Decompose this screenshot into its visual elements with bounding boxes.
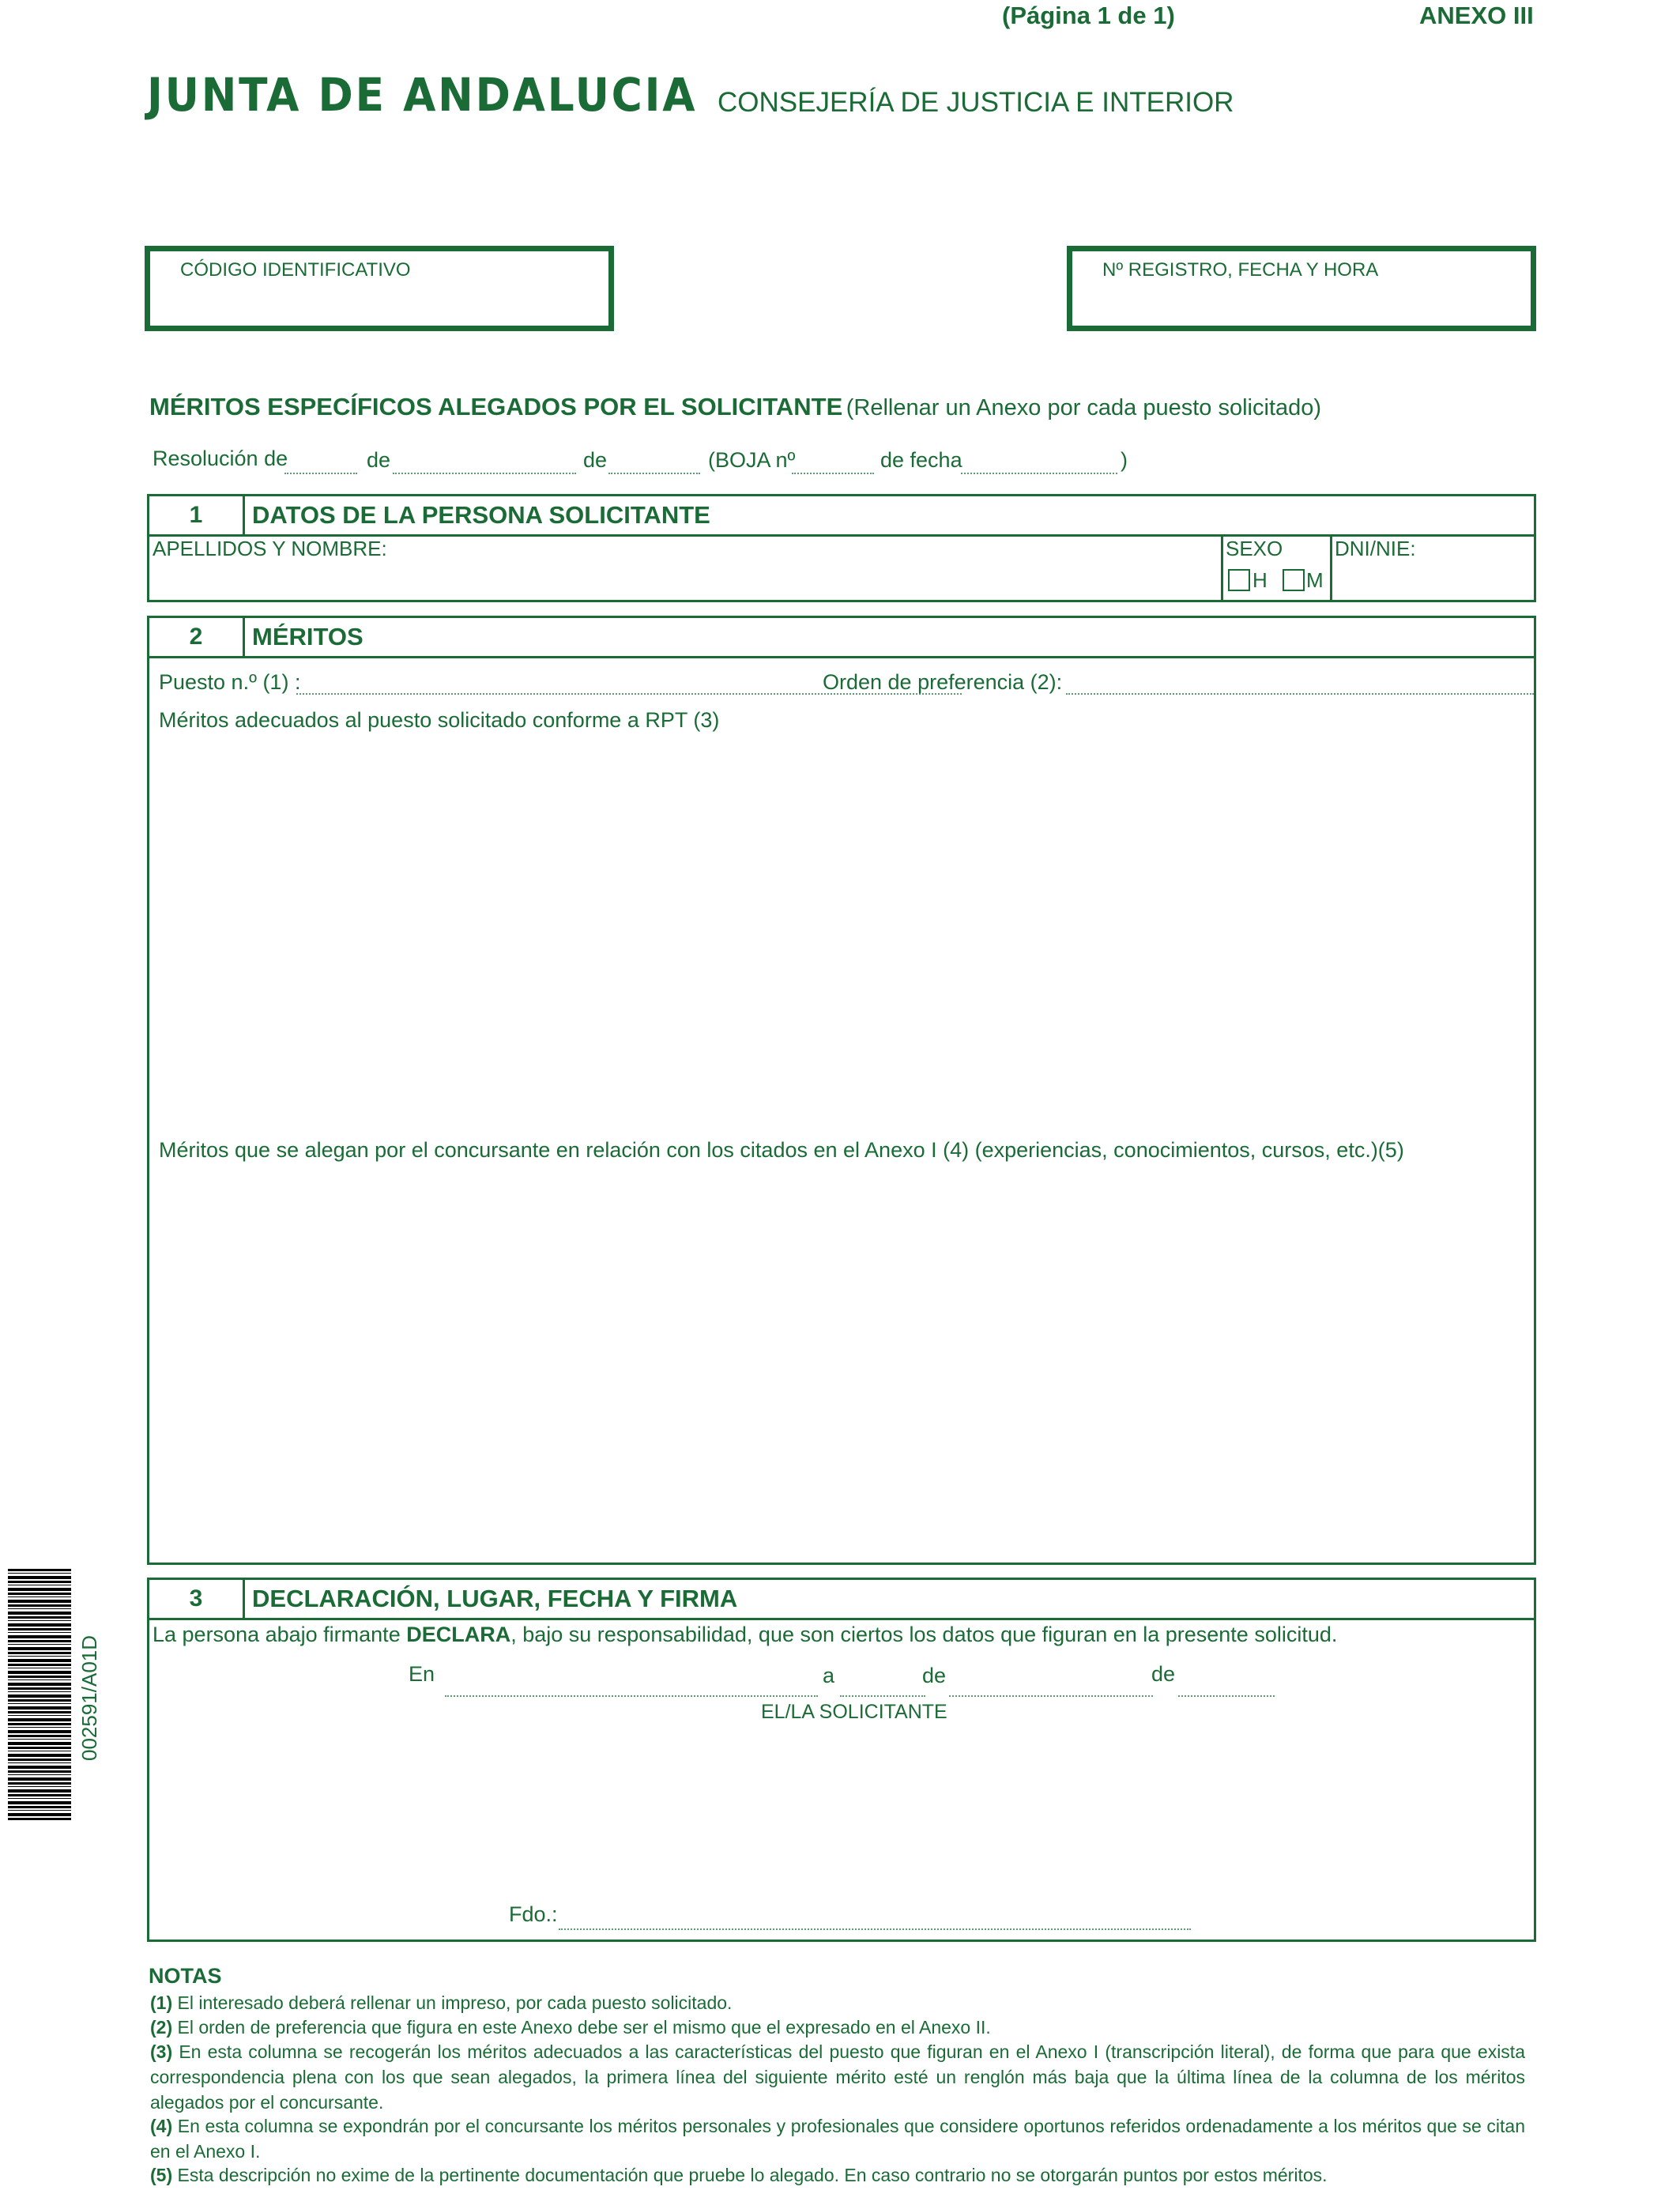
section-2-title: MÉRITOS [252, 623, 363, 650]
note-5-number: (5) [150, 2165, 173, 2185]
puesto-label: Puesto n.º (1) : [159, 670, 301, 694]
note-4-text: En esta columna se expondrán por el concursante los méritos personales y profesionales que considere oportunos referidos ordenadamente a los méritos que se citan en el Anexo I. [150, 2116, 1525, 2162]
note-2-number: (2) [150, 2017, 173, 2038]
barcode [8, 1569, 71, 1822]
junta-andalucia-logo: JUNTA DE ANDALUCIA [147, 68, 698, 122]
meritos-alegan-label: Méritos que se alegan por el concursante en relación con los citados en el Anexo I (4) (experiencias, conocimientos, cursos, etc.)(5) [159, 1138, 1404, 1162]
registry-box [1067, 246, 1536, 331]
note-2 [150, 2015, 1525, 2040]
resolution-field[interactable] [284, 473, 357, 474]
section-2-header [149, 618, 1534, 658]
resolution-label: Resolución de [153, 447, 288, 470]
de-label-1: de [922, 1664, 947, 1687]
meritos-alegan-area[interactable] [159, 1171, 1526, 1551]
boja-number-field[interactable] [792, 473, 874, 474]
note-5-text: Esta descripción no exime de la pertinente documentación que pruebe lo alegado. En caso contrario no se otorgarán puntos por estos méritos. [172, 2165, 1328, 2185]
en-label: En [409, 1662, 435, 1686]
sex-m-checkbox[interactable] [1283, 569, 1305, 591]
declaration-pre: La persona abajo firmante [153, 1623, 407, 1646]
section-3-number: 3 [149, 1580, 245, 1618]
divider [1330, 534, 1332, 602]
resolution-de-2: de [583, 448, 608, 472]
note-1-number: (1) [150, 1992, 173, 2013]
solicitante-label: EL/LA SOLICITANTE [761, 1701, 947, 1723]
notes-heading: NOTAS [149, 1964, 222, 1988]
page-indicator: (Página 1 de 1) [1002, 2, 1175, 29]
fecha-label: de fecha [880, 448, 962, 472]
note-3-number: (3) [150, 2041, 173, 2062]
name-label: APELLIDOS Y NOMBRE: [153, 537, 387, 560]
code-box [145, 246, 614, 331]
resolution-month-field[interactable] [608, 473, 700, 474]
month-field[interactable] [949, 1695, 1153, 1697]
meritos-rpt-area[interactable] [159, 737, 1526, 1116]
annex-label: ANEXO III [1419, 2, 1534, 29]
fecha-field[interactable] [961, 473, 1117, 474]
fdo-label: Fdo.: [509, 1902, 558, 1926]
note-4 [150, 2113, 1525, 2164]
resolution-day-field[interactable] [393, 473, 576, 474]
day-field[interactable] [840, 1695, 925, 1697]
section-applicant [147, 494, 1536, 602]
dni-label: DNI/NIE: [1335, 537, 1416, 560]
section-3-title: DECLARACIÓN, LUGAR, FECHA Y FIRMA [252, 1585, 738, 1612]
section-1-title: DATOS DE LA PERSONA SOLICITANTE [252, 501, 710, 529]
a-label: a [823, 1664, 835, 1687]
section-2-number: 2 [149, 618, 245, 656]
code-label: CÓDIGO IDENTIFICATIVO [180, 259, 411, 281]
signature-field[interactable] [559, 1928, 1191, 1930]
note-3 [150, 2039, 1525, 2115]
note-3-text: En esta columna se recogerán los méritos adecuados a las características del puesto que figuran en el Anexo I (transcripción literal), de forma que para que exista correspondencia plena con los que sean alegados, la primera línea del siguiente mérito esté un renglón más baja que la última línea de la columna de los méritos alegados por el concursante. [150, 2041, 1525, 2113]
boja-label: (BOJA nº [708, 448, 796, 472]
resolution-close: ) [1121, 448, 1128, 472]
form-title-sub: (Rellenar un Anexo por cada puesto solicitado) [846, 395, 1322, 420]
section-3-header [149, 1580, 1534, 1620]
side-code: 002591/A01D [77, 1634, 101, 1761]
note-5 [150, 2162, 1525, 2188]
note-1-text: El interesado deberá rellenar un impreso, por cada puesto solicitado. [172, 1992, 733, 2013]
registry-label: Nº REGISTRO, FECHA Y HORA [1102, 259, 1379, 281]
declaration-bold: DECLARA [406, 1623, 511, 1646]
meritos-rpt-label: Méritos adecuados al puesto solicitado conforme a RPT (3) [159, 708, 720, 732]
resolution-de-1: de [367, 448, 391, 472]
form-title [149, 393, 1321, 421]
sex-m-label: M [1306, 568, 1324, 592]
section-declaration [147, 1578, 1536, 1942]
sex-h-label: H [1252, 568, 1268, 592]
declaration-text [153, 1623, 1337, 1647]
place-field[interactable] [445, 1695, 818, 1697]
orden-label: Orden de preferencia (2): [823, 670, 1063, 694]
note-4-number: (4) [150, 2116, 173, 2136]
de-label-2: de [1151, 1662, 1176, 1686]
sex-h-checkbox[interactable] [1228, 569, 1250, 591]
department-name: CONSEJERÍA DE JUSTICIA E INTERIOR [718, 87, 1234, 118]
divider [1221, 534, 1223, 602]
orden-field[interactable] [1066, 693, 1534, 695]
year-field[interactable] [1178, 1695, 1275, 1697]
declaration-post: , bajo su responsabilidad, que son ciertos los datos que figuran en la presente solicitud. [510, 1623, 1338, 1646]
section-1-header [149, 496, 1534, 537]
section-1-number: 1 [149, 496, 245, 534]
section-merits [147, 616, 1536, 1565]
note-1 [150, 1990, 1525, 2015]
form-title-main: MÉRITOS ESPECÍFICOS ALEGADOS POR EL SOLICITANTE [149, 393, 843, 420]
note-2-text: El orden de preferencia que figura en este Anexo debe ser el mismo que el expresado en el Anexo II. [172, 2017, 991, 2038]
sex-label: SEXO [1226, 537, 1283, 560]
